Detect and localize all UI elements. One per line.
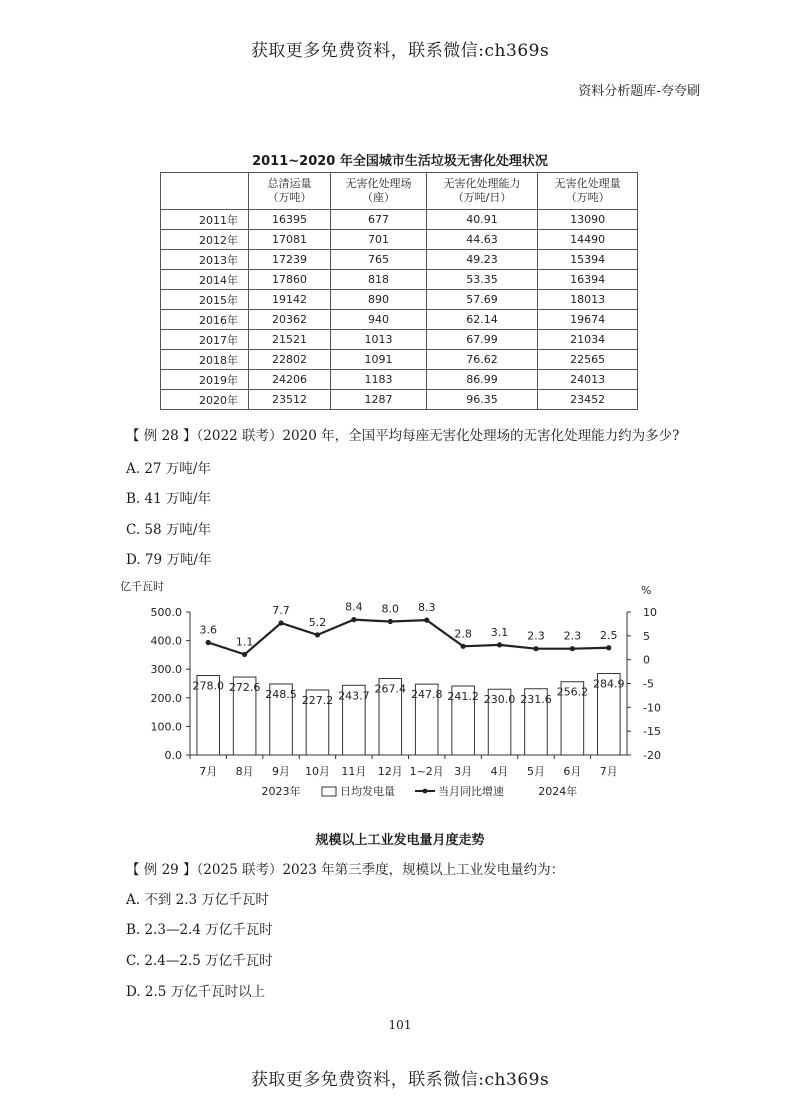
q29-option-d[interactable]: D. 2.5 万亿千瓦时以上 <box>126 984 266 1000</box>
table-row <box>161 310 638 330</box>
legend-bar-label: 日均发电量 <box>340 785 395 798</box>
bar-value-label: 230.0 <box>483 693 516 707</box>
growth-point <box>606 645 611 650</box>
row-year-cell: 2018年 <box>161 350 249 370</box>
q28-option-b[interactable]: B. 41 万吨/年 <box>126 491 212 507</box>
bar-value-label: 241.2 <box>447 690 479 704</box>
x-tick-label: 5月 <box>526 765 545 778</box>
table-header-row <box>161 173 638 210</box>
bar-value-label: 248.5 <box>265 687 297 701</box>
table-cell: 57.69 <box>426 290 537 310</box>
right-tick-label: 10 <box>643 606 657 619</box>
table-cell: 14490 <box>538 230 638 250</box>
q29-option-c[interactable]: C. 2.4—2.5 万亿千瓦时 <box>126 953 273 969</box>
row-year-cell: 2013年 <box>161 250 249 270</box>
right-tick-label: -5 <box>643 677 654 691</box>
x-tick-label: 1~2月 <box>409 765 444 778</box>
row-year-cell: 2015年 <box>161 290 249 310</box>
table-cell: 1183 <box>331 370 427 390</box>
bar-value-label: 247.8 <box>410 688 443 702</box>
left-tick-label: 500.0 <box>150 606 182 619</box>
growth-point <box>206 640 211 645</box>
q29-option-a[interactable]: A. 不到 2.3 万亿千瓦时 <box>126 892 269 908</box>
chart-svg <box>100 570 700 820</box>
table-row <box>161 350 638 370</box>
table-row <box>161 370 638 390</box>
table-row <box>161 290 638 310</box>
bar-value-label: 243.7 <box>338 689 370 703</box>
legend-line-marker <box>423 789 428 794</box>
table-cell: 17081 <box>249 230 331 250</box>
row-year-cell: 2016年 <box>161 310 249 330</box>
growth-value-label: 1.1 <box>235 635 254 649</box>
table-header-cell: 总清运量 （万吨） <box>249 173 331 210</box>
bar-value-label: 256.2 <box>556 685 589 699</box>
growth-point <box>388 619 393 624</box>
table-header-cell <box>161 173 249 210</box>
left-tick-label: 400.0 <box>150 634 182 648</box>
right-tick-label: 0 <box>643 653 650 667</box>
right-tick-label: -20 <box>643 749 661 762</box>
bar-value-label: 267.4 <box>374 682 407 696</box>
x-tick-label: 4月 <box>490 765 509 778</box>
table-cell: 765 <box>331 250 427 270</box>
row-year-cell: 2017年 <box>161 330 249 350</box>
table-cell: 19674 <box>538 310 638 330</box>
table-cell: 21034 <box>538 330 638 350</box>
data-table <box>160 172 638 410</box>
row-year-cell: 2020年 <box>161 390 249 410</box>
table-cell: 701 <box>331 230 427 250</box>
watermark-top: 获取更多免费资料，联系微信:ch369s <box>250 41 550 61</box>
growth-point <box>570 646 575 651</box>
growth-point <box>424 618 429 623</box>
table-cell: 40.91 <box>426 210 537 230</box>
left-tick-label: 200.0 <box>150 691 182 705</box>
x-tick-label: 9月 <box>272 765 291 778</box>
page-header: 资料分析题库-夸夸刷 <box>578 84 700 99</box>
table-row <box>161 330 638 350</box>
table-cell: 19142 <box>249 290 331 310</box>
table-cell: 22802 <box>249 350 331 370</box>
table-cell: 76.62 <box>426 350 537 370</box>
watermark-bottom: 获取更多免费资料，联系微信:ch369s <box>250 1070 550 1090</box>
bar-value-label: 272.6 <box>228 681 261 695</box>
table-cell: 16394 <box>538 270 638 290</box>
table-title: 2011~2020 年全国城市生活垃圾无害化处理状况 <box>252 154 548 169</box>
x-tick-label: 8月 <box>235 765 254 778</box>
left-tick-label: 100.0 <box>150 720 182 734</box>
table-cell: 13090 <box>538 210 638 230</box>
table-row <box>161 390 638 410</box>
chart-title: 规模以上工业发电量月度走势 <box>315 833 485 848</box>
q28-option-d[interactable]: D. 79 万吨/年 <box>126 552 212 568</box>
q28-option-a[interactable]: A. 27 万吨/年 <box>126 461 211 477</box>
left-tick-label: 300.0 <box>150 663 182 677</box>
growth-value-label: 3.6 <box>199 623 217 637</box>
growth-point <box>461 644 466 649</box>
table-cell: 86.99 <box>426 370 537 390</box>
growth-point <box>351 617 356 622</box>
growth-value-label: 2.8 <box>454 627 472 641</box>
table-header-cell: 无害化处理能力 （万吨/日） <box>426 173 537 210</box>
growth-value-label: 8.4 <box>345 600 363 614</box>
page-number: 101 <box>388 1018 412 1032</box>
year-label-2023: 2023年 <box>261 785 301 798</box>
growth-value-label: 7.7 <box>272 603 290 617</box>
table-cell: 20362 <box>249 310 331 330</box>
growth-point <box>497 642 502 647</box>
growth-value-label: 8.0 <box>381 602 400 616</box>
table-cell: 23452 <box>538 390 638 410</box>
table-cell: 17860 <box>249 270 331 290</box>
growth-point <box>242 652 247 657</box>
table-cell: 940 <box>331 310 427 330</box>
table-cell: 1287 <box>331 390 427 410</box>
growth-value-label: 8.3 <box>417 601 436 615</box>
table-cell: 23512 <box>249 390 331 410</box>
bar-value-label: 231.6 <box>520 692 552 706</box>
table-cell: 49.23 <box>426 250 537 270</box>
right-tick-label: -10 <box>643 701 661 715</box>
power-chart <box>100 570 700 850</box>
left-axis-unit: 亿千瓦时 <box>120 580 164 593</box>
table-row <box>161 210 638 230</box>
x-tick-label: 6月 <box>563 765 582 778</box>
growth-point <box>315 632 320 637</box>
x-tick-label: 7月 <box>599 765 618 778</box>
right-tick-label: -15 <box>643 725 661 739</box>
year-label-2024: 2024年 <box>538 785 578 798</box>
growth-value-label: 2.3 <box>527 629 545 643</box>
table-cell: 67.99 <box>426 330 537 350</box>
table-cell: 18013 <box>538 290 638 310</box>
table-row <box>161 270 638 290</box>
bar-value-label: 284.9 <box>593 677 625 691</box>
right-axis-unit: % <box>641 584 652 597</box>
table-cell: 677 <box>331 210 427 230</box>
table-cell: 24013 <box>538 370 638 390</box>
table-row <box>161 230 638 250</box>
growth-point <box>278 620 283 625</box>
row-year-cell: 2011年 <box>161 210 249 230</box>
table-body <box>161 210 638 410</box>
x-tick-label: 12月 <box>377 765 403 778</box>
table-cell: 1091 <box>331 350 427 370</box>
x-tick-label: 7月 <box>199 765 218 778</box>
x-tick-label: 11月 <box>341 765 367 778</box>
table-cell: 15394 <box>538 250 638 270</box>
row-year-cell: 2012年 <box>161 230 249 250</box>
table-cell: 1013 <box>331 330 427 350</box>
question-29-stem: 【 例 29 】（2025 联考）2023 年第三季度，规模以上工业发电量约为： <box>126 862 565 878</box>
x-tick-label: 10月 <box>304 765 330 778</box>
table-cell: 24206 <box>249 370 331 390</box>
growth-value-label: 2.3 <box>563 629 582 643</box>
question-28-stem: 【 例 28 】（2022 联考）2020 年，全国平均每座无害化处理场的无害化处理能力约为多少? <box>126 428 680 444</box>
bar-value-label: 227.2 <box>301 694 334 708</box>
growth-value-label: 2.5 <box>600 628 618 642</box>
table-cell: 21521 <box>249 330 331 350</box>
row-year-cell: 2014年 <box>161 270 249 290</box>
growth-point <box>533 646 538 651</box>
table-cell: 96.35 <box>426 390 537 410</box>
legend-bar-swatch <box>322 787 336 796</box>
table-header-cell: 无害化处理量 （万吨） <box>538 173 638 210</box>
table-header-cell: 无害化处理场 （座） <box>331 173 427 210</box>
table-cell: 44.63 <box>426 230 537 250</box>
growth-line <box>208 620 609 655</box>
growth-value-label: 5.2 <box>308 615 327 629</box>
table-cell: 62.14 <box>426 310 537 330</box>
q28-option-c[interactable]: C. 58 万吨/年 <box>126 522 211 538</box>
table-cell: 818 <box>331 270 427 290</box>
growth-value-label: 3.1 <box>490 625 509 639</box>
table-cell: 22565 <box>538 350 638 370</box>
row-year-cell: 2019年 <box>161 370 249 390</box>
legend-line-label: 当月同比增速 <box>438 785 504 798</box>
table-cell: 890 <box>331 290 427 310</box>
q29-option-b[interactable]: B. 2.3—2.4 万亿千瓦时 <box>126 922 273 938</box>
bar-value-label: 278.0 <box>192 679 224 693</box>
table-cell: 17239 <box>249 250 331 270</box>
right-tick-label: 5 <box>643 629 650 643</box>
left-tick-label: 0.0 <box>164 749 182 762</box>
table-cell: 53.35 <box>426 270 537 290</box>
table-cell: 16395 <box>249 210 331 230</box>
x-tick-label: 3月 <box>454 765 473 778</box>
table-row <box>161 250 638 270</box>
